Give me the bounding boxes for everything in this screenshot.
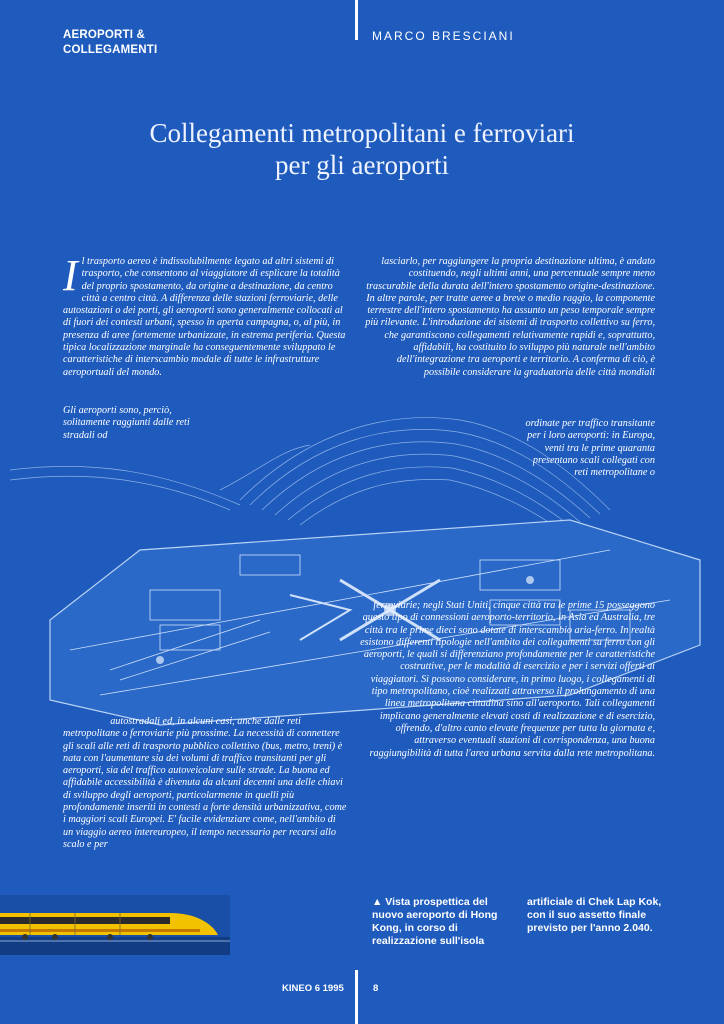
header-divider (355, 0, 358, 40)
column-4-text: metropolitane o ferroviarie più prossime. La necessità di connettere gli scali alle reti di trasporto pubblico collettivo (bus, metro, treni) è nata con l'aumentare sia dei volumi di traffico transitanti per gli aeroporti, sia del traffico autoveicolare sulle strade. La buona ed affidabile accessibilità è divenuta da alcuni decenni una delle chiavi di sviluppo degli aeroporti, particolarmente in quelli più profondamente inseriti in contesti a forte densità urbanizzativa, come i maggiori scali Europei. E' facile evidenziare come, nell'ambito di un viaggio aereo intereuropeo, il tempo necessario per recarsi allo scalo e per (63, 728, 347, 850)
drop-cap: I (63, 251, 78, 300)
footer-divider (355, 970, 358, 1024)
article-column-3: ferroviarie; negli Stati Uniti, cinque città tra le prime 15 posseggono questo tipo di connessioni aeroporto-territorio, in Asia ed Australia, tre città tra le prime dieci sono dotate di interscambio aria-ferro. In realtà esistono differenti tipologie nell'ambito dei collegamenti su ferro con gli aeroporti, le quali si differenziano profondamente per le caratteristiche costruttive, per le modalità di esercizio e per i servizi offerti ai viaggiatori. Si possono considerare, in primo luogo, i collegamenti di tipo metropolitano, cioè realizzati attraverso il prolungamento di una linea metropolitana cittadina sino all'aeroporto. Tali collegamenti implicano generalmente elevati costi di realizzazione e di esercizio, offrendo, d'altro canto elevate frequenze per tutta la giornata e, attraverso eventuali stazioni di corrispondenza, una buona raggiungibilità di tutta l'area urbana servita dalla rete metropolitana. (360, 600, 655, 759)
article-column-1-tail: Gli aeroporti sono, perciò, solitamente raggiunti dalle reti stradali od (63, 405, 190, 441)
article-title (40, 117, 684, 181)
article-column-2: lasciarlo, per raggiungere la propria destinazione ultima, è andato costituendo, negli ultimi anni, una percentuale sempre meno trascurabile della durata dell'intero spostamento origine-destinazione. In altre parole, per tratte aeree a breve o medio raggio, la componente terrestre dell'intero spostamento ha assunto un peso temporale sempre più rilevante. L'introduzione dei sistemi di trasporto collettivo su ferro, che garantiscono collegamenti relativamente rapidi e, soprattutto, affidabili, ha costituito lo sviluppo più naturale nell'ambito dell'integrazione tra aeroporti e territorio. A conferma di ciò, è possibile considerare la graduatoria delle città mondiali (365, 256, 655, 378)
issue-label: KINEO 6 1995 (282, 983, 344, 994)
image-caption-part1: ▲ Vista prospettica del nuovo aeroporto di Hong Kong, in corso di realizzazione sull'isola (372, 896, 498, 947)
section-label (63, 28, 213, 58)
page-number: 8 (373, 983, 379, 994)
section-label-line1: AEROPORTI & (63, 29, 146, 41)
column-4-head: autostradali ed, in alcuni casi, anche dalle reti (110, 716, 301, 727)
article-column-1 (63, 251, 353, 379)
section-label-line2: COLLEGAMENTI (63, 44, 158, 56)
article-column-4 (63, 716, 348, 851)
image-caption-part2: artificiale di Chek Lap Kok, con il suo assetto finale previsto per l'anno 2.040. (527, 896, 662, 934)
article-column-2-tail: ordinate per traffico transitante per i loro aeroporti: in Europa, venti tra le prime quaranta presentano scali collegati con reti metropolitane o (525, 418, 655, 479)
title-line2: per gli aeroporti (275, 150, 449, 180)
title-line1: Collegamenti metropolitani e ferroviari (149, 118, 575, 148)
column-1-text: l trasporto aereo è indissolubilmente legato ad altri sistemi di trasporto, che consentono al viaggiatore di esplicare la totalità del proprio spostamento, da origine a destinazione, da centro città a centro città. A differenza delle stazioni ferroviarie, delle autostazioni o dei porti, gli aeroporti sono generalmente collocati al di fuori dei contesti urbani, spesso in aperta campagna, o, al più, in presenza di aree fortemente urbanizzate, in estrema periferia. Questa tipica localizzazione marginale ha conseguentemente sviluppato le caratteristiche di interscambio modale di tutte le infrastrutture aeroportuali del mondo. (63, 256, 346, 378)
train-photo (0, 895, 230, 955)
author-name: MARCO BRESCIANI (372, 29, 515, 43)
